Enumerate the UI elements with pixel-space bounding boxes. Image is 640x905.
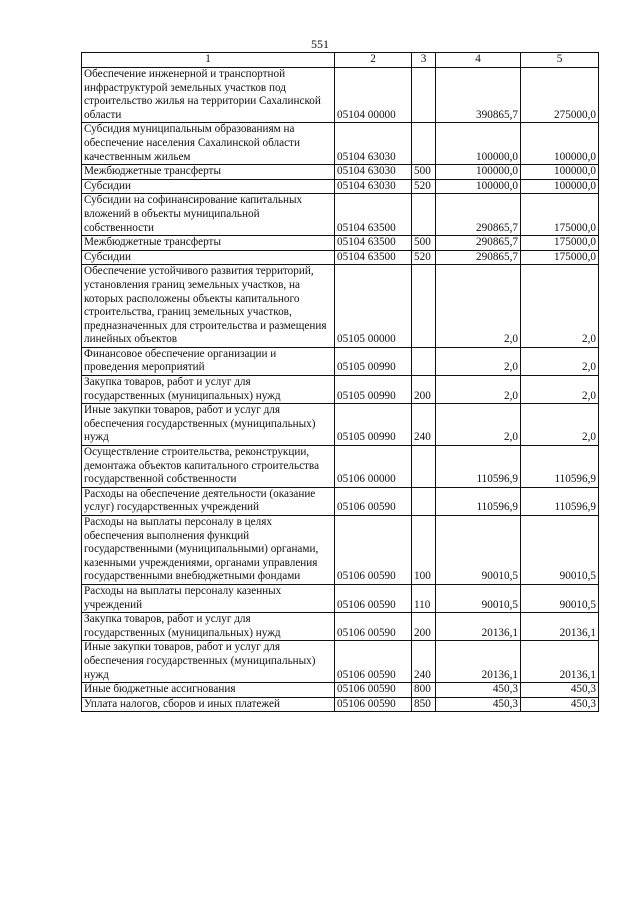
row-value-4: 2,0 bbox=[436, 265, 521, 348]
row-expense-type bbox=[412, 194, 436, 236]
row-value-4: 2,0 bbox=[436, 404, 521, 446]
row-name: Уплата налогов, сборов и иных платежей bbox=[82, 697, 335, 712]
row-value-5: 2,0 bbox=[521, 347, 599, 375]
row-name: Закупка товаров, работ и услуг для государственных (муниципальных) нужд bbox=[82, 376, 335, 404]
page-number: 551 bbox=[311, 37, 329, 51]
row-code: 05104 63500 bbox=[335, 194, 412, 236]
row-expense-type: 240 bbox=[412, 404, 436, 446]
row-expense-type bbox=[412, 265, 436, 348]
budget-table bbox=[81, 52, 599, 712]
row-value-5: 100000,0 bbox=[521, 179, 599, 194]
row-code: 05106 00590 bbox=[335, 697, 412, 712]
row-expense-type: 100 bbox=[412, 516, 436, 585]
table-row bbox=[82, 376, 599, 404]
table-row bbox=[82, 641, 599, 683]
row-name: Межбюджетные трансферты bbox=[82, 236, 335, 251]
row-code: 05105 00990 bbox=[335, 404, 412, 446]
row-name: Обеспечение инженерной и транспортной инфраструктурой земельных участков под строительство жилья на территории Сахалинской области bbox=[82, 68, 335, 123]
row-expense-type: 110 bbox=[412, 584, 436, 612]
row-code: 05106 00590 bbox=[335, 584, 412, 612]
row-value-5: 100000,0 bbox=[521, 165, 599, 180]
column-header-value-4: 4 bbox=[436, 53, 521, 68]
table-header-row bbox=[82, 53, 599, 68]
row-code: 05106 00590 bbox=[335, 516, 412, 585]
row-name: Расходы на выплаты персоналу казенных учреждений bbox=[82, 584, 335, 612]
row-code: 05106 00590 bbox=[335, 641, 412, 683]
row-name: Субсидии bbox=[82, 250, 335, 265]
row-expense-type bbox=[412, 123, 436, 165]
row-value-4: 2,0 bbox=[436, 376, 521, 404]
row-name: Обеспечение устойчивого развития территорий, установления границ земельных участков, на которых расположены объекты капитального строительства, границ земельных участков, предназначенных для строительства и размещения линейных объектов bbox=[82, 265, 335, 348]
column-header-code: 2 bbox=[335, 53, 412, 68]
table-row bbox=[82, 347, 599, 375]
row-value-5: 2,0 bbox=[521, 265, 599, 348]
table-row bbox=[82, 265, 599, 348]
table-row bbox=[82, 250, 599, 265]
row-value-5: 450,3 bbox=[521, 683, 599, 698]
row-name: Закупка товаров, работ и услуг для государственных (муниципальных) нужд bbox=[82, 613, 335, 641]
row-code: 05106 00590 bbox=[335, 613, 412, 641]
row-expense-type bbox=[412, 68, 436, 123]
row-value-5: 2,0 bbox=[521, 404, 599, 446]
row-value-5: 275000,0 bbox=[521, 68, 599, 123]
row-name: Иные бюджетные ассигнования bbox=[82, 683, 335, 698]
row-code: 05104 63030 bbox=[335, 165, 412, 180]
row-value-5: 2,0 bbox=[521, 376, 599, 404]
table-row bbox=[82, 404, 599, 446]
row-name: Расходы на выплаты персоналу в целях обеспечения выполнения функций государственными (муниципальными) органами, казенными учреждениями, органами управления государственными внебюджетными фондами bbox=[82, 516, 335, 585]
row-expense-type: 520 bbox=[412, 250, 436, 265]
table-row bbox=[82, 446, 599, 488]
row-value-5: 90010,5 bbox=[521, 516, 599, 585]
row-value-5: 175000,0 bbox=[521, 250, 599, 265]
row-expense-type: 200 bbox=[412, 613, 436, 641]
row-value-4: 110596,9 bbox=[436, 487, 521, 515]
row-value-5: 20136,1 bbox=[521, 613, 599, 641]
row-name: Осуществление строительства, реконструкции, демонтажа объектов капитального строительства государственной собственности bbox=[82, 446, 335, 488]
row-value-5: 175000,0 bbox=[521, 236, 599, 251]
row-value-4: 450,3 bbox=[436, 683, 521, 698]
row-value-4: 110596,9 bbox=[436, 446, 521, 488]
row-name: Субсидия муниципальным образованиям на обеспечение населения Сахалинской области качественным жильем bbox=[82, 123, 335, 165]
row-value-4: 290865,7 bbox=[436, 250, 521, 265]
column-header-value-5: 5 bbox=[521, 53, 599, 68]
row-value-5: 110596,9 bbox=[521, 446, 599, 488]
row-value-5: 90010,5 bbox=[521, 584, 599, 612]
row-expense-type bbox=[412, 487, 436, 515]
row-code: 05104 63500 bbox=[335, 236, 412, 251]
row-value-4: 450,3 bbox=[436, 697, 521, 712]
row-name: Иные закупки товаров, работ и услуг для обеспечения государственных (муниципальных) нужд bbox=[82, 641, 335, 683]
row-expense-type: 520 bbox=[412, 179, 436, 194]
row-value-5: 110596,9 bbox=[521, 487, 599, 515]
row-value-4: 290865,7 bbox=[436, 194, 521, 236]
row-name: Межбюджетные трансферты bbox=[82, 165, 335, 180]
row-code: 05105 00990 bbox=[335, 376, 412, 404]
row-code: 05104 00000 bbox=[335, 68, 412, 123]
row-name: Субсидии bbox=[82, 179, 335, 194]
table-row bbox=[82, 123, 599, 165]
row-value-5: 175000,0 bbox=[521, 194, 599, 236]
row-value-5: 100000,0 bbox=[521, 123, 599, 165]
row-value-4: 90010,5 bbox=[436, 516, 521, 585]
table-row bbox=[82, 516, 599, 585]
row-value-4: 2,0 bbox=[436, 347, 521, 375]
row-code: 05106 00590 bbox=[335, 683, 412, 698]
table-row bbox=[82, 68, 599, 123]
row-expense-type bbox=[412, 347, 436, 375]
row-value-4: 20136,1 bbox=[436, 613, 521, 641]
row-expense-type: 500 bbox=[412, 165, 436, 180]
row-code: 05104 63030 bbox=[335, 179, 412, 194]
row-value-4: 390865,7 bbox=[436, 68, 521, 123]
row-value-4: 90010,5 bbox=[436, 584, 521, 612]
column-header-name: 1 bbox=[82, 53, 335, 68]
table-row bbox=[82, 683, 599, 698]
table-row bbox=[82, 194, 599, 236]
row-expense-type: 500 bbox=[412, 236, 436, 251]
table-row bbox=[82, 179, 599, 194]
table-row bbox=[82, 165, 599, 180]
row-expense-type bbox=[412, 446, 436, 488]
budget-table-body bbox=[82, 53, 599, 712]
row-code: 05104 63030 bbox=[335, 123, 412, 165]
row-value-5: 20136,1 bbox=[521, 641, 599, 683]
row-name: Иные закупки товаров, работ и услуг для обеспечения государственных (муниципальных) нужд bbox=[82, 404, 335, 446]
row-value-4: 290865,7 bbox=[436, 236, 521, 251]
row-value-4: 100000,0 bbox=[436, 179, 521, 194]
row-name: Субсидии на софинансирование капитальных вложений в объекты муниципальной собственности bbox=[82, 194, 335, 236]
row-name: Финансовое обеспечение организации и проведения мероприятий bbox=[82, 347, 335, 375]
row-expense-type: 800 bbox=[412, 683, 436, 698]
row-code: 05105 00990 bbox=[335, 347, 412, 375]
row-expense-type: 240 bbox=[412, 641, 436, 683]
table-row bbox=[82, 487, 599, 515]
row-expense-type: 850 bbox=[412, 697, 436, 712]
table-row bbox=[82, 584, 599, 612]
row-code: 05106 00590 bbox=[335, 487, 412, 515]
row-name: Расходы на обеспечение деятельности (оказание услуг) государственных учреждений bbox=[82, 487, 335, 515]
row-value-5: 450,3 bbox=[521, 697, 599, 712]
row-value-4: 100000,0 bbox=[436, 123, 521, 165]
row-value-4: 20136,1 bbox=[436, 641, 521, 683]
row-value-4: 100000,0 bbox=[436, 165, 521, 180]
table-row bbox=[82, 236, 599, 251]
row-code: 05104 63500 bbox=[335, 250, 412, 265]
row-expense-type: 200 bbox=[412, 376, 436, 404]
column-header-type: 3 bbox=[412, 53, 436, 68]
table-row bbox=[82, 613, 599, 641]
table-row bbox=[82, 697, 599, 712]
row-code: 05106 00000 bbox=[335, 446, 412, 488]
row-code: 05105 00000 bbox=[335, 265, 412, 348]
